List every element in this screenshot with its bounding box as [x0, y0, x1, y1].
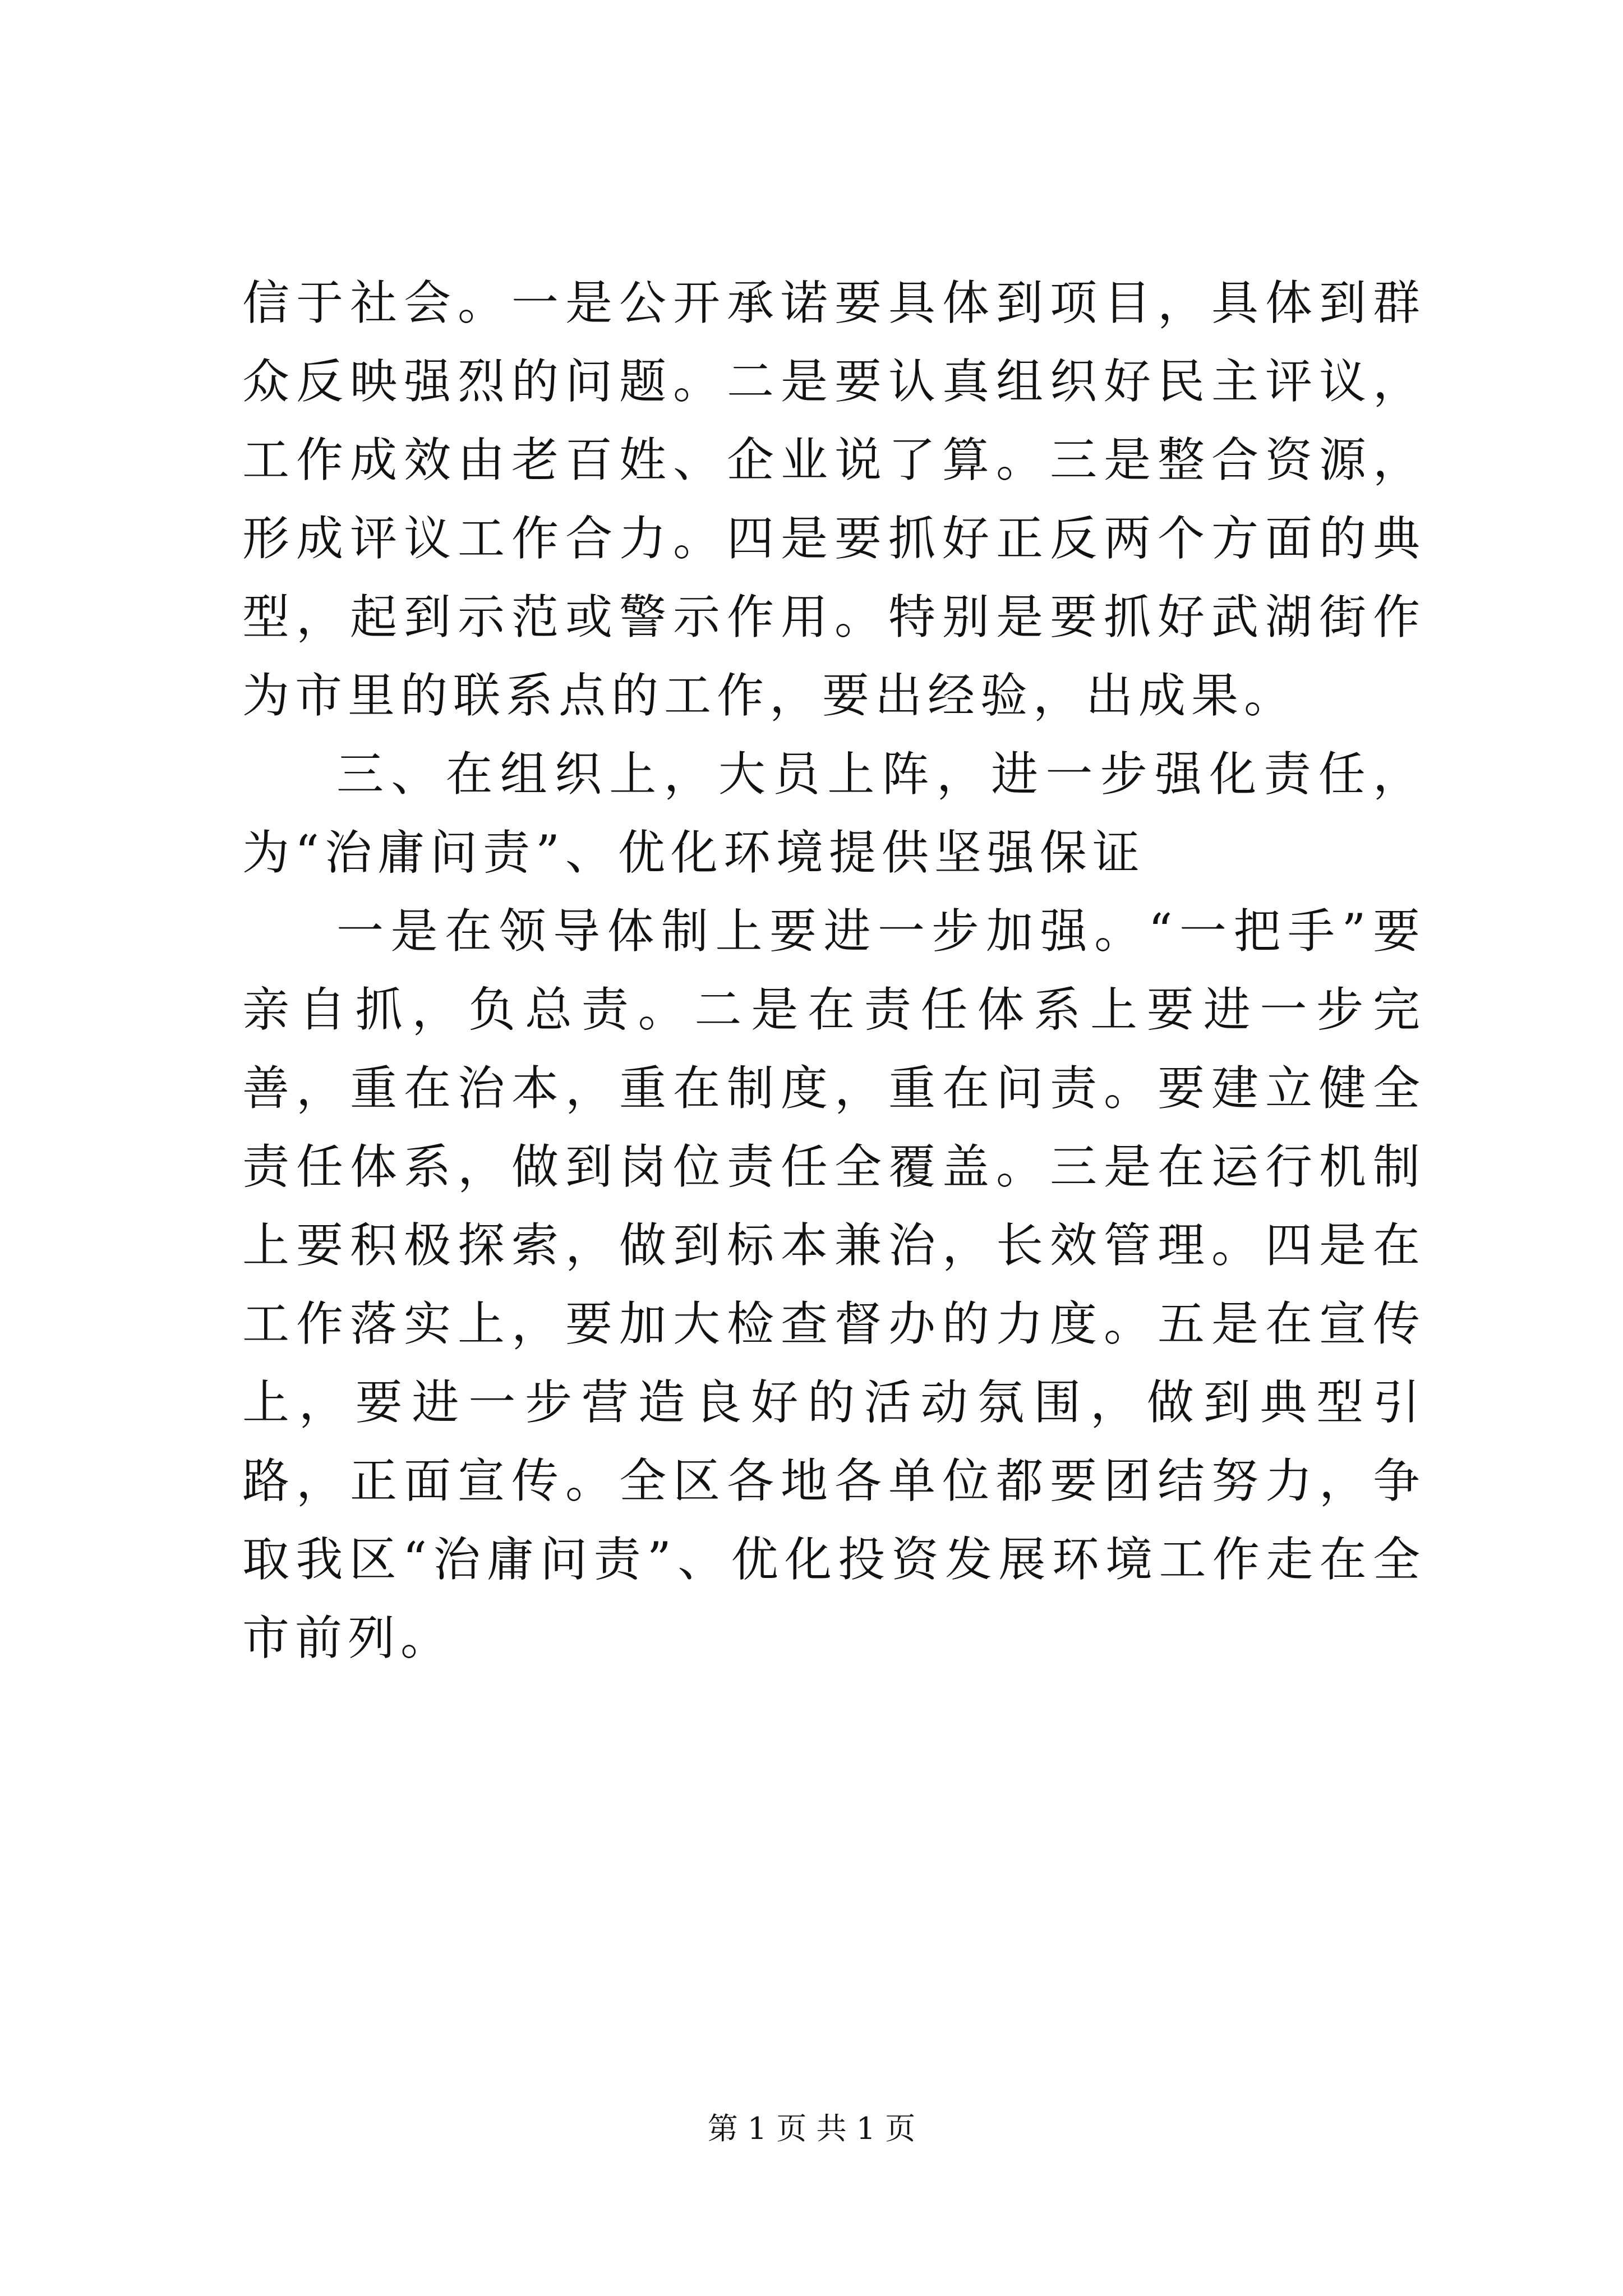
paragraph-continuation: 信于社会。一是公开承诺要具体到项目，具体到群众反映强烈的问题。二是要认真组织好民主评议，工作成效由老百姓、企业说了算。三是整合资源，形成评议工作合力。四是要抓好正反两个方面的典型，起到示范或警示作用。特别是要抓好武湖街作为市里的联系点的工作，要出经验，出成果。 [242, 275, 1426, 723]
document-body [242, 264, 1426, 1677]
page-number-footer: 第 1 页 共 1 页 [707, 2111, 916, 2146]
section-heading: 三、在组织上，大员上阵，进一步强化责任，为“治庸问责”、优化环境提供坚强保证 [242, 747, 1426, 880]
paragraph-body: 一是在领导体制上要进一步加强。“一把手”要亲自抓，负总责。二是在责任体系上要进一步完善，重在治本，重在制度，重在问责。要建立健全责任体系，做到岗位责任全覆盖。三是在运行机制上要积极探索，做到标本兼治，长效管理。四是在工作落实上，要加大检查督办的力度。五是在宣传上，要进一步营造良好的活动氛围，做到典型引路，正面宣传。全区各地各单位都要团结努力，争取我区“治庸问责”、优化投资发展环境工作走在全市前列。 [242, 904, 1426, 1665]
